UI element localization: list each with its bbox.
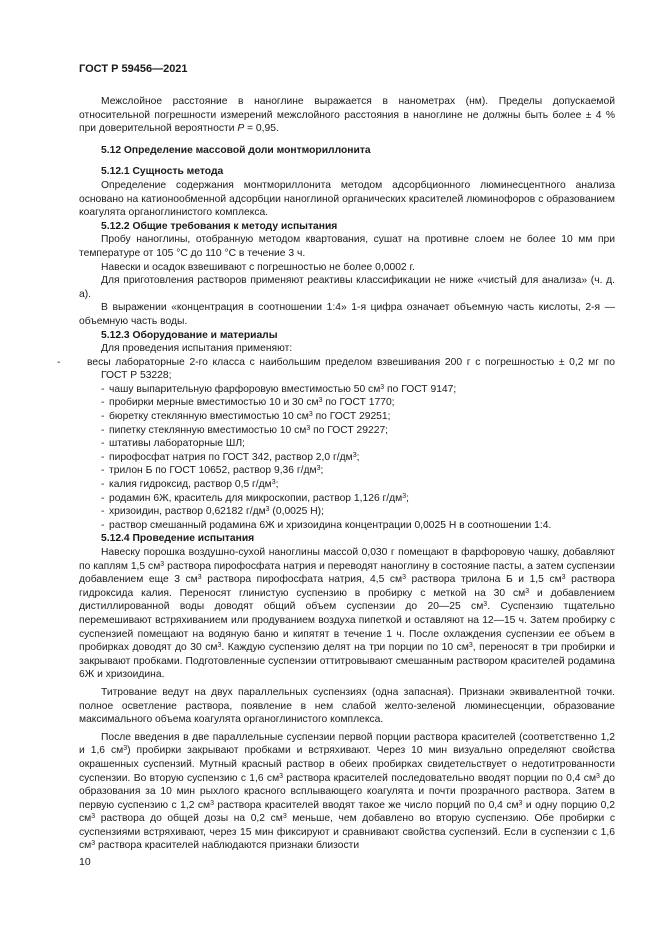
text-run: , переносят в три пробирки и закрывают пробками. Подготовленные суспензии оттитровывают смешанным раствором красителей родамина 6Ж и хризоидина.	[79, 642, 616, 681]
equipment-item	[79, 410, 615, 424]
text-run: ;	[356, 451, 360, 463]
text-run: ) пробирки закрывают пробками и встряхивают. Через 10 мин визуально определяют свойства окрашенных суспензий. Мутный красный раствор в обеих пробирках свидетельствует о недотитрованности суспензии. Во вторую суспензию с 1,6 см	[79, 745, 616, 784]
text-run: до образования за 10 мин рыхлого красного всплывающего коагулята и почти прозрачного раствора. Затем в первую суспензию с 1,2 см	[79, 772, 615, 811]
requirements-paragraph: Навески и осадок взвешивают с погрешностью не более 0,0002 г.	[101, 261, 415, 273]
text-run: пипетку стеклянную вместимостью 10 см	[109, 424, 307, 436]
bullet-dash: -	[101, 519, 105, 531]
section-5-12-2-heading: 5.12.2 Общие требования к методу испытания	[101, 220, 338, 232]
superscript: 3	[308, 411, 313, 419]
text-run: и добавлением дистиллированной воды доводят общий объем суспензии до 20—25 см	[79, 587, 616, 613]
intro-paragraph: Межслойное расстояние в наноглине выражается в нанометрах (нм). Пределы допускаемой относительной погрешности измерений межслойного расстояния в наноглине не должны быть более ± 4 % при доверительной вероятности Р = 0,95.	[79, 96, 615, 135]
equipment-item	[79, 396, 615, 410]
procedure-paragraph	[79, 546, 615, 682]
equipment-item	[79, 492, 615, 506]
procedure-paragraph	[79, 731, 615, 853]
superscript: 3	[265, 506, 270, 514]
text-run: чашу выпарительную фарфоровую вместимостью 50 см	[109, 383, 381, 395]
text-run: пирофосфат натрия по ГОСТ 342, раствор 2,0 г/дм	[109, 451, 353, 463]
text-run: (0,0025 Н);	[269, 506, 324, 518]
bullet-dash: -	[101, 383, 105, 395]
text-run: по ГОСТ 1770;	[322, 397, 395, 409]
superscript: 3	[561, 574, 566, 582]
superscript: 3	[210, 799, 214, 807]
text-run: раствора трилона Б и 1,5 см	[405, 574, 562, 586]
equipment-item	[57, 356, 615, 383]
text-run: раствора пирофосфата натрия и переводят наноглину в состояние пасты, а затем суспензии добавлением еще 3 см	[79, 560, 615, 586]
superscript: 3	[123, 745, 128, 753]
superscript: 3	[596, 772, 600, 780]
text-run: меньше, чем добавлено во вторую суспензию. Обе пробирки с суспензиями встряхивают, через 15 мин фиксируют и сравнивают свойства суспензий. Если в суспензии с 1,6 см	[79, 813, 615, 852]
superscript: 3	[160, 560, 165, 568]
bullet-dash: -	[101, 438, 105, 450]
text-run: пробирки мерные вместимостью 10 и 30 см	[109, 397, 319, 409]
superscript: 3	[318, 397, 323, 405]
text-run: раствора красителей наблюдаются признаки близости	[95, 840, 360, 852]
bullet-dash: -	[57, 356, 61, 368]
text-run: ;	[275, 479, 279, 491]
section-5-12-4-heading: 5.12.4 Проведение испытания	[101, 533, 255, 545]
superscript: 3	[217, 642, 222, 650]
text-run: раствора красителей последовательно вводят порции по 0,4 см	[283, 772, 597, 784]
text-run: хризоидин, раствор 0,62182 г/дм	[109, 506, 266, 518]
superscript: 3	[380, 383, 385, 391]
text-run: раствора гидроксида калия. Переносят глинистую суспензию в пробирку с меткой на 30 см	[79, 574, 615, 599]
bullet-dash: -	[101, 479, 105, 491]
text-run: раствор смешанный родамина 6Ж и хризоидина концентрации 0,0025 Н в соотношении 1:4.	[109, 519, 552, 531]
bullet-dash: -	[101, 506, 105, 518]
bullet-dash: -	[101, 424, 105, 436]
superscript: 3	[91, 813, 96, 821]
text-run: калия гидроксид, раствор 0,5 г/дм	[109, 479, 272, 491]
text-run: раствора пирофосфата натрия, 4,5 см	[201, 574, 403, 586]
superscript: 3	[483, 601, 488, 609]
text-run: После введения в две параллельные суспензии первой порции раствора красителей (соответственно 1,2 и 1,6 см	[79, 731, 615, 757]
equipment-item	[79, 519, 615, 533]
superscript: 3	[282, 813, 287, 821]
equipment-item	[79, 383, 615, 397]
equipment-lead: Для проведения испытания применяют:	[101, 343, 293, 355]
superscript: 3	[316, 465, 321, 473]
page-number: 10	[79, 856, 91, 868]
superscript: 3	[402, 492, 407, 500]
equipment-list	[57, 356, 615, 533]
superscript: 3	[352, 451, 357, 459]
text-run: раствора до общей дозы на 0,2 см	[95, 813, 283, 825]
superscript: 3	[518, 799, 523, 807]
equipment-item	[79, 451, 615, 465]
equipment-item	[79, 437, 615, 451]
requirements-paragraph: Для приготовления растворов применяют реактивы классификации не ниже «чистый для анализа» (ч. д. а).	[79, 275, 615, 300]
section-5-12-heading: 5.12 Определение массовой доли монтмориллонита	[101, 144, 371, 156]
text-run: весы лабораторные 2-го класса с наибольшим пределом взвешивания 200 г с погрешностью ± 0,2 мг по ГОСТ Р 53228;	[87, 356, 615, 382]
equipment-item	[79, 478, 615, 492]
document-body	[57, 95, 616, 853]
standard-header: ГОСТ Р 59456—2021	[79, 63, 188, 75]
superscript: 3	[525, 587, 530, 595]
equipment-item	[79, 505, 615, 519]
text-run: штативы лабораторные ШЛ;	[109, 438, 245, 450]
bullet-dash: -	[101, 411, 105, 423]
superscript: 3	[402, 574, 406, 582]
text-run: трилон Б по ГОСТ 10652, раствор 9,36 г/дм	[109, 465, 317, 477]
section-5-12-3-heading: 5.12.3 Оборудование и материалы	[101, 329, 278, 341]
text-run: бюретку стеклянную вместимостью 10 см	[109, 411, 309, 423]
bullet-dash: -	[101, 492, 105, 504]
superscript: 3	[271, 479, 276, 487]
method-essence-paragraph: Определение содержания монтмориллонита методом адсорбционного люминесцентного анализа основано на катионообменной адсорбции наноглиной органических красителей люминофоров с образованием коагулята органоглинистого комплекса.	[79, 179, 615, 219]
text-run: . Суспензию тщательно перемешивают встряхиванием или продуванием воздуха пипеткой и оставляют на 12—15 ч. Затем пробирку с суспензией помещают на водяную баню и кипятят в течение 1 ч. После охлаждения суспензии ее объем в пробирках доводят до 30 см	[79, 601, 615, 654]
superscript: 3	[91, 840, 96, 848]
bullet-dash: -	[101, 397, 105, 409]
text-run: . Каждую суспензию делят на три порции по 10 см	[221, 642, 469, 654]
requirements-paragraph: В выражении «концентрация в соотношении 1:4» 1-я цифра означает объемную часть кислоты, 2-я — объемную часть воды.	[79, 302, 615, 327]
superscript: 3	[468, 642, 473, 650]
text-run: ;	[320, 465, 324, 477]
superscript: 3	[279, 772, 284, 780]
equipment-item	[79, 424, 615, 438]
superscript: 3	[197, 574, 202, 582]
text-run: Навеску порошка воздушно-сухой наноглины массой 0,030 г помещают в фарфоровую чашку, добавляют по каплям 1,5 см	[79, 547, 615, 572]
text-run: по ГОСТ 29227;	[310, 424, 389, 436]
text-run: по ГОСТ 9147;	[384, 383, 457, 395]
requirements-paragraph: Пробу наноглины, отобранную методом квартования, сушат на противне слоем не более 10 мм при температуре от 105 °С до 110 °С в течение 3 ч.	[79, 234, 615, 259]
section-5-12-1-heading: 5.12.1 Сущность метода	[101, 166, 224, 178]
text-run: по ГОСТ 29251;	[312, 411, 391, 423]
titration-paragraph: Титрование ведут на двух параллельных суспензиях (одна запасная). Признаки эквивалентной точки. полное осветление раствора, появление в нем слабой желто-зеленой люминесценции, образование максимального объема коагулята органоглинистого комплекса.	[79, 686, 615, 726]
superscript: 3	[306, 424, 311, 432]
equipment-item	[79, 464, 615, 478]
text-run: и одну порцию 0,2 см	[79, 799, 615, 825]
bullet-dash: -	[101, 451, 105, 463]
text-run: раствора красителей вводят такое же число порций по 0,4 см	[214, 799, 519, 811]
bullet-dash: -	[101, 465, 105, 477]
text-run: ;	[406, 492, 410, 504]
text-run: родамин 6Ж, краситель для микроскопии, раствор 1,126 г/дм	[109, 492, 403, 504]
